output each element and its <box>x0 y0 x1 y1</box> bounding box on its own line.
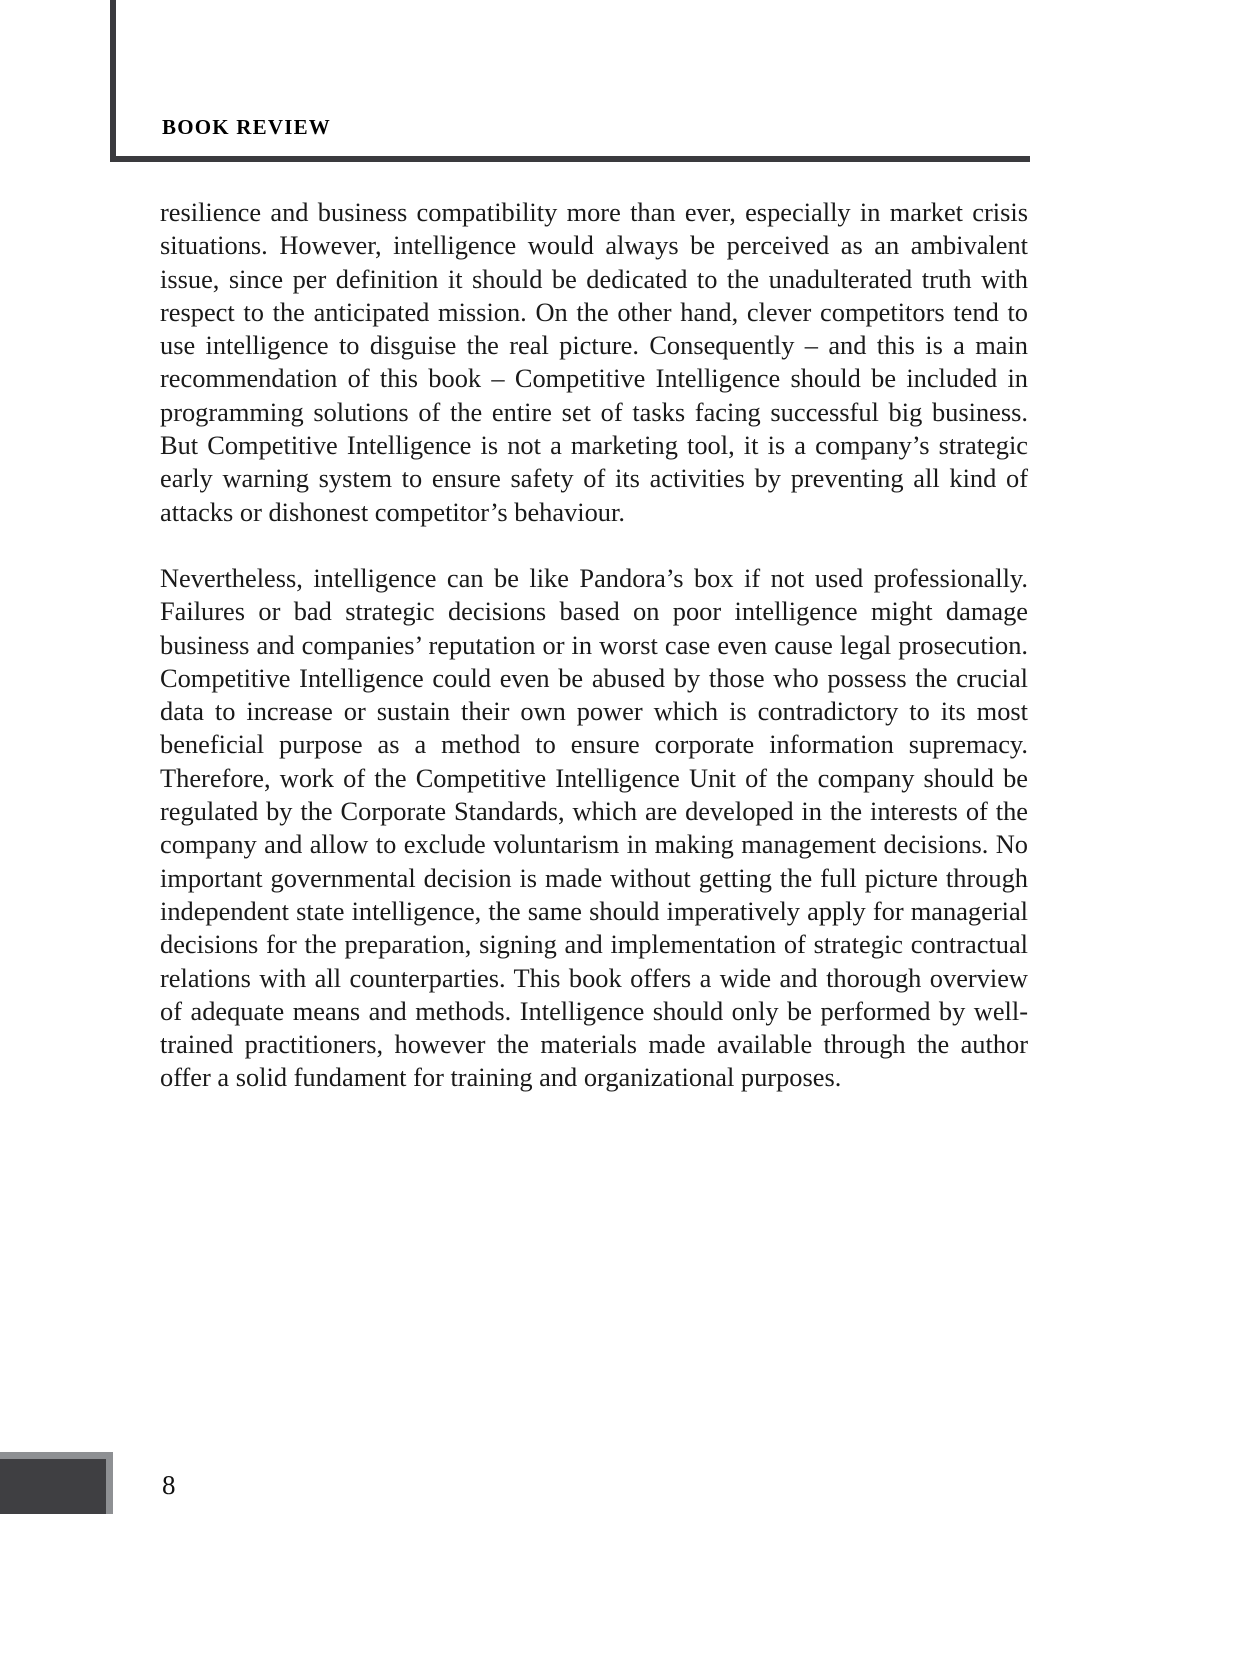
header-vertical-rule <box>110 0 116 162</box>
bottom-tab-inner-block <box>0 1459 106 1514</box>
running-head: BOOK REVIEW <box>162 115 331 139</box>
header-horizontal-rule <box>110 156 1030 162</box>
bottom-tab-decoration <box>0 1452 113 1514</box>
body-paragraph: resilience and business compatibility more than ever, especially in market crisis situations. However, intelligence would always be perceived as an ambivalent issue, since per definition it should be dedicated to the unadulterated truth with respect to the anticipated mission. On the other hand, clever competitors tend to use intelligence to disguise the real picture. Consequently – and this is a main recommendation of this book – Competitive Intelligence should be included in programming solutions of the entire set of tasks facing successful big business. But Competitive Intelligence is not a marketing tool, it is a company’s strategic early warning system to ensure safety of its activities by preventing all kind of attacks or dishonest competitor’s behaviour. <box>160 197 1028 527</box>
body-text-column <box>160 196 1028 1095</box>
body-paragraph: Nevertheless, intelligence can be like Pandora’s box if not used professionally. Failures or bad strategic decisions based on poor intelligence might damage business and companies’ reputation or in worst case even cause legal prosecution. Competitive Intelligence could even be abused by those who possess the crucial data to increase or sustain their own power which is contradictory to its most beneficial purpose as a method to ensure corporate information supremacy. Therefore, work of the Competitive Intelligence Unit of the company should be regulated by the Corporate Standards, which are developed in the interests of the company and allow to exclude voluntarism in making management decisions. No important governmental decision is made without getting the full picture through independent state intelligence, the same should imperatively apply for managerial decisions for the preparation, signing and implementation of strategic contractual relations with all counterparties. This book offers a wide and thorough overview of adequate means and methods. Intelligence should only be performed by well-trained practitioners, however the materials made available through the author offer a solid fundament for training and organizational purposes. <box>160 562 1028 1093</box>
page-number: 8 <box>162 1470 176 1500</box>
